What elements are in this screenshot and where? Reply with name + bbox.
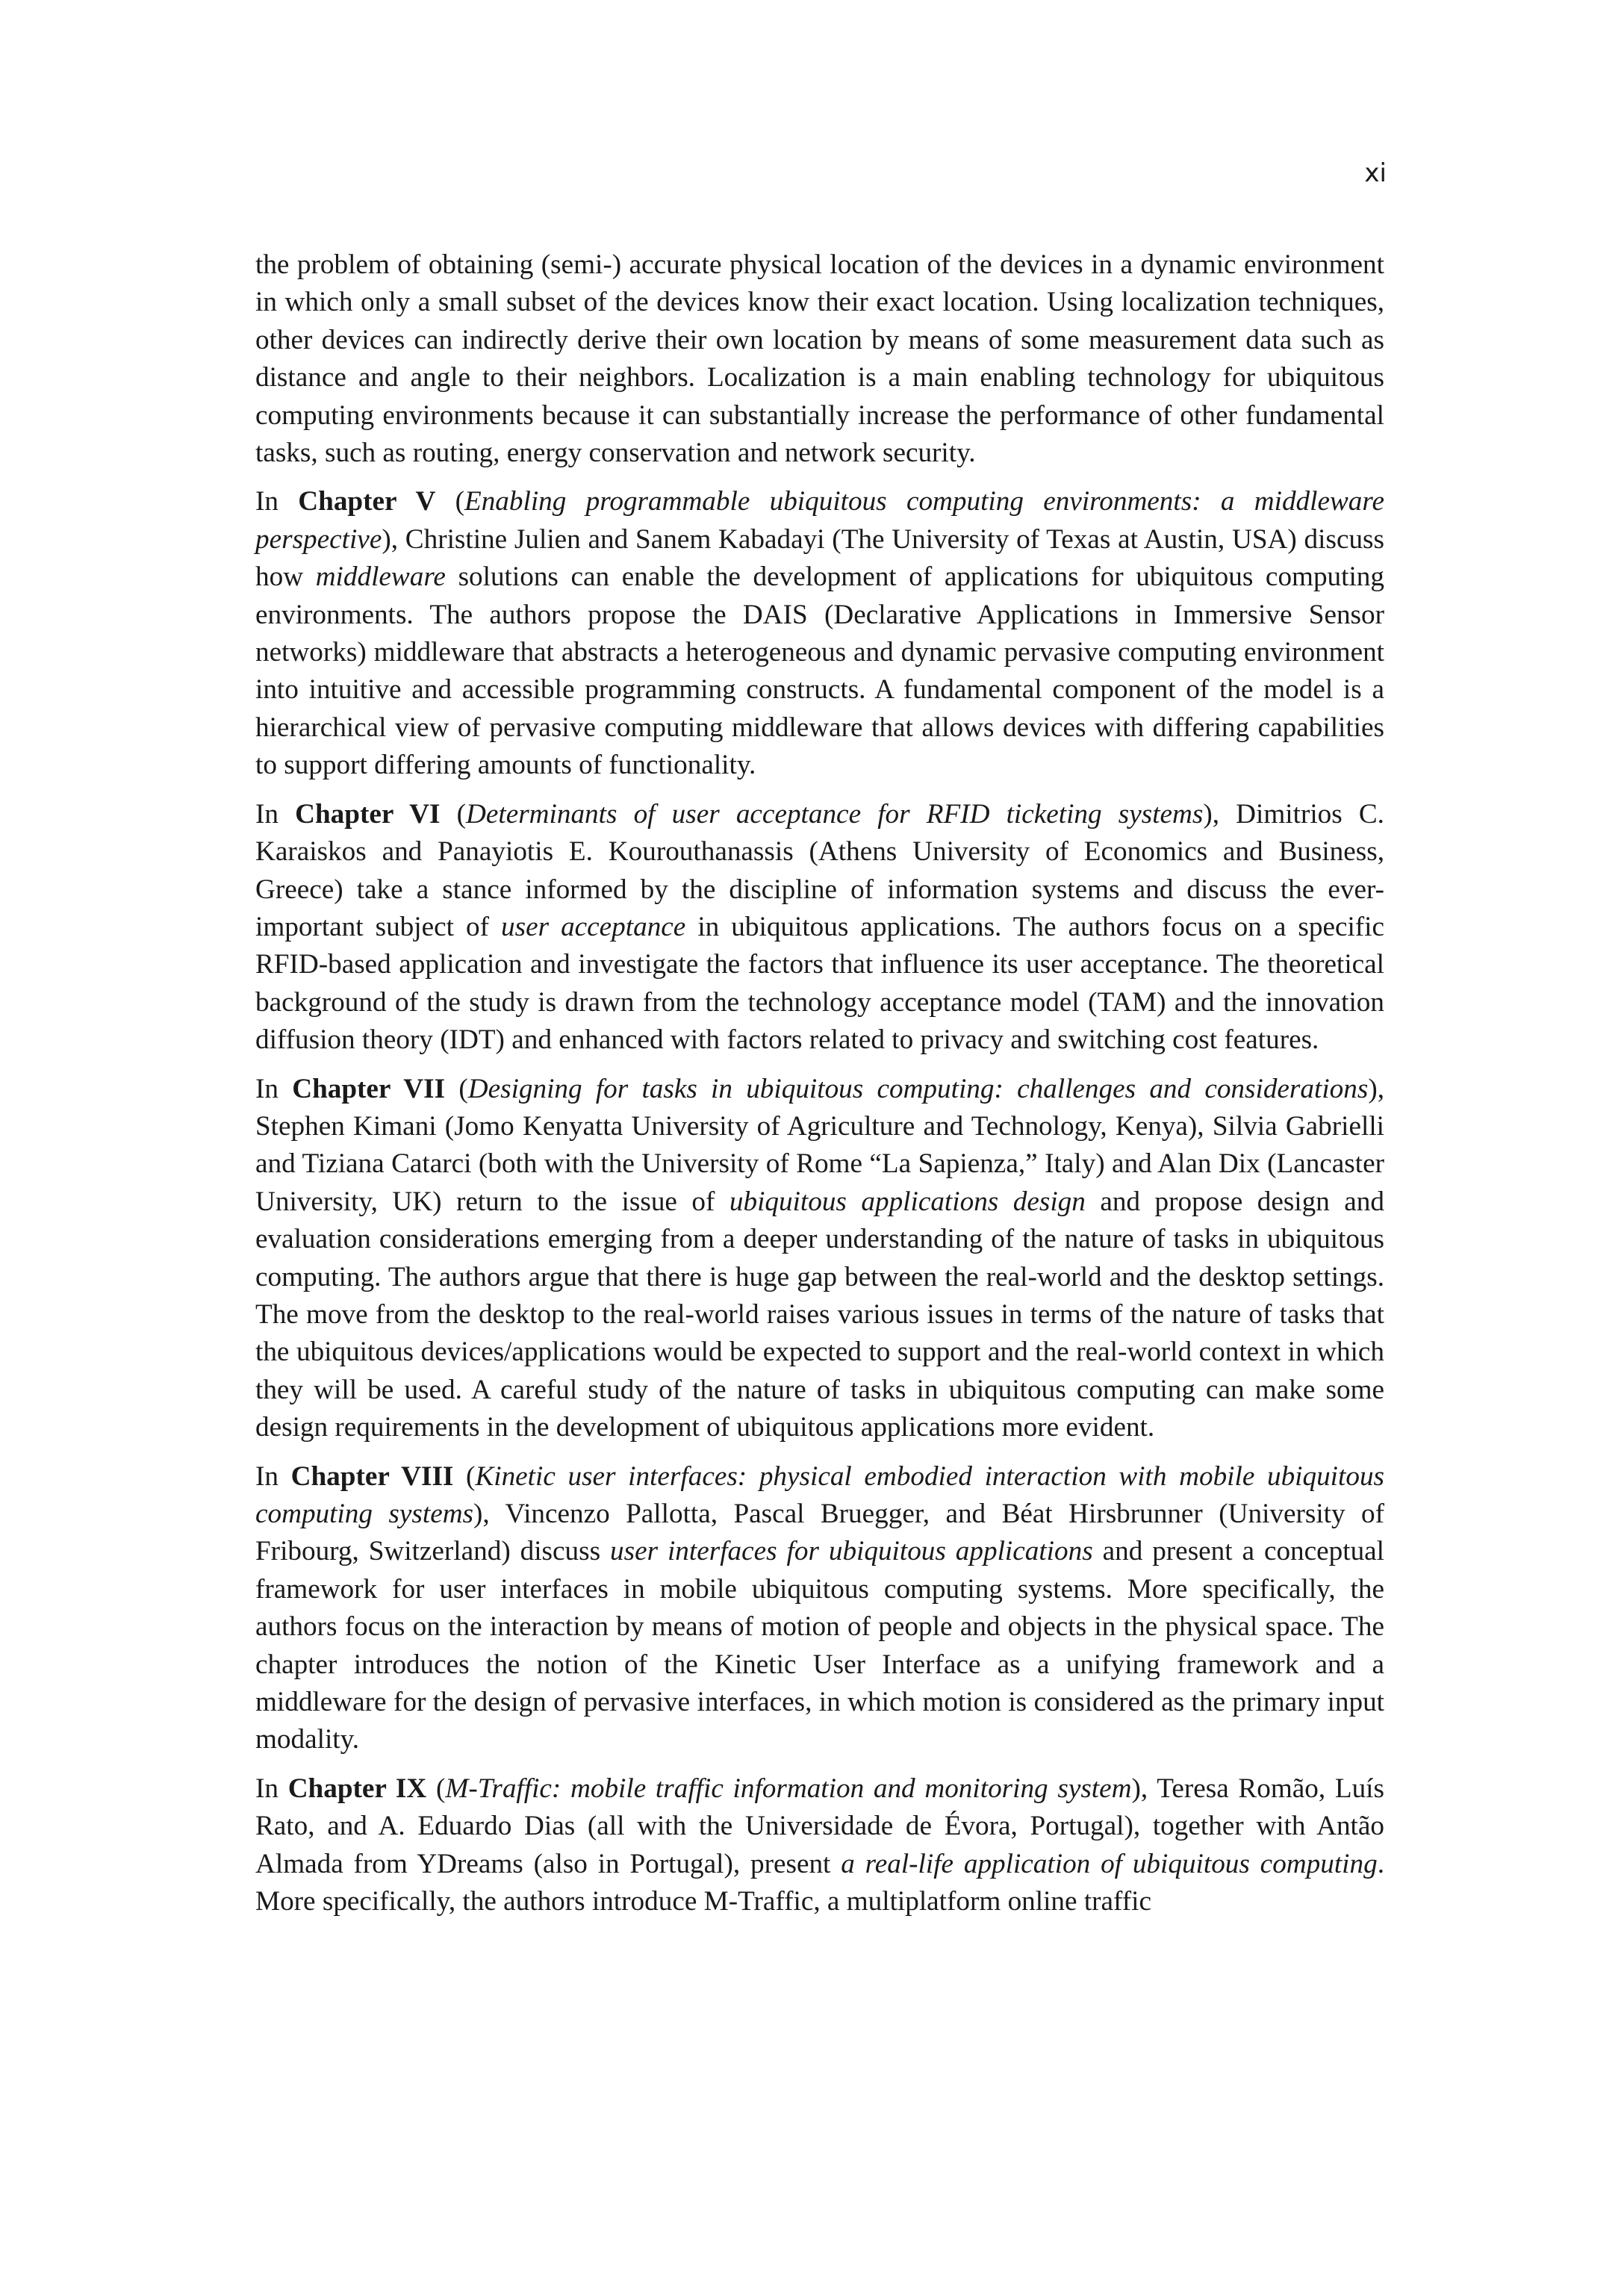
chapter-topic: middleware bbox=[315, 561, 446, 593]
chapter-title: Enabling programmable ubiquitous computing environments: a middleware perspective bbox=[255, 486, 1384, 555]
paragraph-chapter-vi bbox=[255, 796, 1384, 1060]
paragraph-text: and propose design and evaluation considerations emerging from a deeper understanding of the nature of tasks in ubiquitous computing. The authors argue that there is huge gap between the real-world and the desktop settings. The move from the desktop to the real-world raises various issues in terms of the nature of tasks that the ubiquitous devices/applications would be expected to support and the real-world context in which they will be used. A careful study of the nature of tasks in ubiquitous computing can make some design requirements in the development of ubiquitous applications more evident. bbox=[255, 1186, 1384, 1443]
paragraph-localization bbox=[255, 246, 1384, 472]
paragraph-text: ), Christine Julien and Sanem Kabadayi (The University of Texas at Austin, USA) discuss how bbox=[255, 523, 1384, 593]
paragraph-text: in ubiquitous applications. The authors focus on a specific RFID-based application and investigate the factors that influence its user acceptance. The theoretical background of the study is drawn from the technology acceptance model (TAM) and the innovation diffusion theory (IDT) and enhanced with factors related to privacy and switching cost features. bbox=[255, 911, 1385, 1056]
paragraph-text: the problem of obtaining (semi-) accurate physical location of the devices in a dynamic environment in which only a small subset of the devices know their exact location. Using localization techniques, other devices can indirectly derive their own location by means of some measurement data such as distance and angle to their neighbors. Localization is a main enabling technology for ubiquitous computing environments because it can substantially increase the performance of other fundamental tasks, such as routing, energy conservation and network security. bbox=[255, 249, 1384, 469]
chapter-title: Designing for tasks in ubiquitous computing: challenges and considerations bbox=[467, 1073, 1369, 1104]
chapter-label: Chapter VI bbox=[295, 798, 441, 830]
paragraph-intro: In bbox=[255, 1073, 293, 1104]
paren-open: ( bbox=[453, 1460, 476, 1492]
paren-open: ( bbox=[435, 486, 464, 517]
chapter-label: Chapter V bbox=[298, 486, 436, 517]
paragraph-text: ), Teresa Romão, Luís Rato, and A. Eduardo Dias (all with the Universidade de Évora, Portugal), together with Antão Almada from YDreams (also in Portugal), present bbox=[255, 1773, 1384, 1879]
chapter-label: Chapter VIII bbox=[290, 1460, 454, 1492]
chapter-title: M-Traffic: mobile traffic information and monitoring system bbox=[445, 1773, 1132, 1804]
paren-open: ( bbox=[426, 1773, 446, 1804]
paragraph-text: ), Dimitrios C. Karaiskos and Panayiotis E. Kourouthanassis (Athens University of Economics and Business, Greece) take a stance informed by the discipline of information systems and discuss the ever-important subject of bbox=[255, 798, 1384, 942]
paren-open: ( bbox=[440, 798, 466, 830]
paragraph-chapter-viii bbox=[255, 1458, 1384, 1759]
chapter-title: Determinants of user acceptance for RFID ticketing systems bbox=[466, 798, 1204, 830]
paragraph-chapter-v bbox=[255, 483, 1384, 784]
paragraph-text: solutions can enable the development of applications for ubiquitous computing environments. The authors propose the DAIS (Declarative Applications in Immersive Sensor networks) middleware that abstracts a heterogeneous and dynamic pervasive computing environment into intuitive and accessible programming constructs. A fundamental component of the model is a hierarchical view of pervasive computing middleware that allows devices with differing capabilities to support differing amounts of functionality. bbox=[255, 561, 1384, 781]
chapter-topic: a real-life application of ubiquitous computing bbox=[841, 1848, 1378, 1879]
page-number: xi bbox=[1364, 158, 1387, 188]
paragraph-text: . More specifically, the authors introduce M-Traffic, a multiplatform online traffic bbox=[255, 1848, 1384, 1917]
paragraph-chapter-vii bbox=[255, 1071, 1384, 1447]
paragraph-intro: In bbox=[255, 1773, 288, 1804]
paragraph-chapter-ix bbox=[255, 1770, 1384, 1921]
paragraph-text: ), Stephen Kimani (Jomo Kenyatta University of Agriculture and Technology, Kenya), Silvia Gabrielli and Tiziana Catarci (both with the University of Rome “La Sapienza,” Italy) and Alan Dix (Lancaster University, UK) return to the issue of bbox=[255, 1073, 1384, 1217]
paragraph-text: ), Vincenzo Pallotta, Pascal Bruegger, and Béat Hirsbrunner (University of Fribourg, Switzerland) discuss bbox=[255, 1499, 1385, 1567]
paragraph-intro: In bbox=[255, 486, 299, 517]
chapter-topic: user acceptance bbox=[501, 911, 686, 942]
body-text bbox=[255, 246, 1384, 1932]
chapter-title: Kinetic user interfaces: physical embodied interaction with mobile ubiquitous computing systems bbox=[255, 1460, 1385, 1529]
paragraph-text: and present a conceptual framework for user interfaces in mobile ubiquitous computing systems. More specifically, the authors focus on the interaction by means of motion of people and objects in the physical space. The chapter introduces the notion of the Kinetic User Interface as a unifying framework and a middleware for the design of pervasive interfaces, in which motion is considered as the primary input modality. bbox=[255, 1536, 1384, 1755]
chapter-label: Chapter IX bbox=[287, 1773, 427, 1804]
paragraph-intro: In bbox=[255, 798, 296, 830]
chapter-topic: user interfaces for ubiquitous applications bbox=[610, 1536, 1093, 1567]
paren-open: ( bbox=[445, 1073, 468, 1104]
paragraph-intro: In bbox=[255, 1460, 291, 1492]
chapter-label: Chapter VII bbox=[292, 1073, 446, 1104]
chapter-topic: ubiquitous applications design bbox=[729, 1186, 1086, 1217]
